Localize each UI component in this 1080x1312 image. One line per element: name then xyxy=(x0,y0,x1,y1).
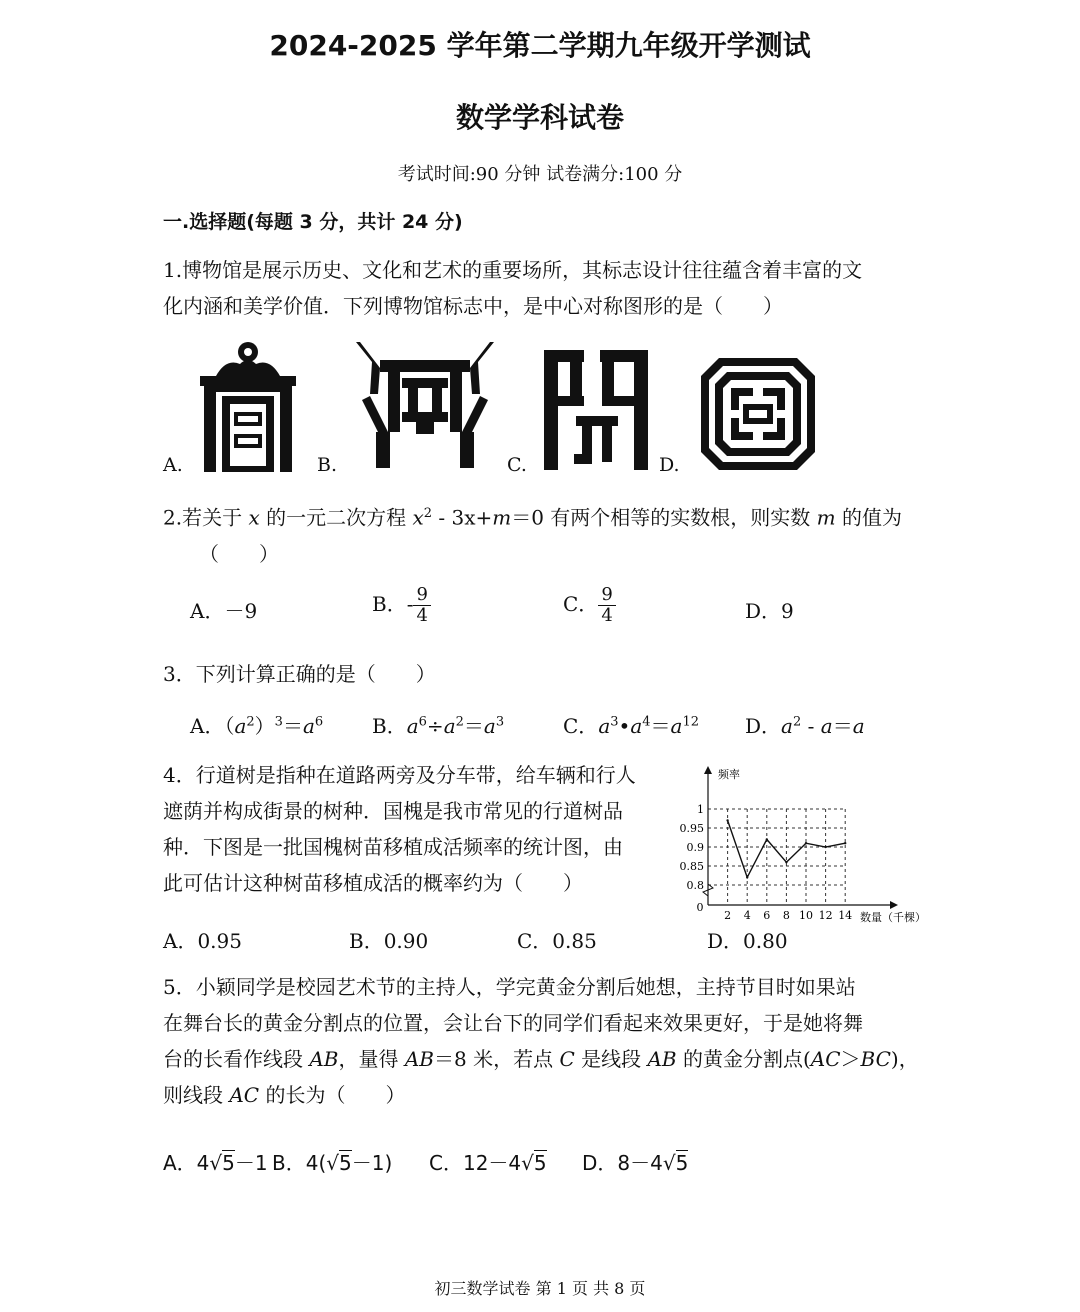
y-axis-label: 频率 xyxy=(718,768,740,781)
question-2-line-2: （ ） xyxy=(199,541,279,566)
data-point xyxy=(824,846,826,848)
q3b-a2: a xyxy=(443,714,456,738)
q5-option-b[interactable] xyxy=(272,1147,392,1176)
q3a-sup3: 6 xyxy=(314,714,324,730)
q5-l3-a: 台的长看作线段 xyxy=(163,1047,310,1071)
q5-option-a[interactable] xyxy=(163,1147,268,1176)
q5d-root: 5 xyxy=(675,1151,689,1175)
data-point xyxy=(726,819,728,821)
q3b-a1: a xyxy=(406,714,419,738)
q5a-post: －1 xyxy=(234,1151,268,1175)
section-heading: 一.选择题(每题 3 分，共计 24 分) xyxy=(163,211,463,233)
q2-option-b-num: 9 xyxy=(413,585,430,606)
question-5-line-2: 在舞台长的黄金分割点的位置，会让台下的同学们看起来效果更好，于是她将舞 xyxy=(163,1011,863,1035)
q3-option-b[interactable] xyxy=(372,710,504,739)
q3c-a3: a xyxy=(670,714,683,738)
q2-text-3: 的值为 xyxy=(835,505,902,530)
q3d-pre: D． xyxy=(745,714,782,738)
q5a-pre: A．4 xyxy=(163,1151,210,1175)
q3d-a1: a xyxy=(781,714,793,738)
question-5-line-4 xyxy=(163,1077,919,1113)
q5-l3-cpt: C xyxy=(559,1047,575,1071)
q3c-s1: 3 xyxy=(610,714,619,730)
q5a-root: 5 xyxy=(222,1151,235,1175)
q3d-s1: 2 xyxy=(792,714,802,730)
q3-option-c[interactable] xyxy=(563,710,699,739)
y-tick-label: 0.95 xyxy=(679,822,704,835)
q2-option-b-den: 4 xyxy=(416,605,428,626)
y-tick-label: 0.8 xyxy=(686,879,704,892)
q2-option-c[interactable] xyxy=(563,585,616,626)
q5-l3-d: 是线段 xyxy=(574,1047,648,1071)
q4-option-c[interactable]: C．0.85 xyxy=(517,929,597,953)
museum-logo-a-icon[interactable] xyxy=(196,338,300,474)
data-point xyxy=(746,876,748,878)
sqrt-icon: √ xyxy=(326,1151,339,1175)
data-point xyxy=(785,861,787,863)
museum-logo-c-icon[interactable] xyxy=(540,346,652,474)
q2-eq-sup: 2 xyxy=(423,506,433,521)
q2-eq-m: m xyxy=(492,505,512,530)
q3d-a3: a xyxy=(852,714,865,738)
q2-text-1: 2.若关于 xyxy=(163,505,249,530)
q3c-a2: a xyxy=(630,714,643,738)
q3b-eq: ＝ xyxy=(463,714,484,738)
question-3-stem: 3．下列计算正确的是（ ） xyxy=(163,662,436,686)
q3a-eq: ＝ xyxy=(282,714,303,738)
q3b-pre: B． xyxy=(372,714,407,738)
q5-l4-b: 的长为（ ） xyxy=(259,1083,406,1107)
q3a-res: a xyxy=(302,714,315,738)
q5-l3-f: )， xyxy=(890,1047,919,1071)
q2-option-a[interactable]: A．－9 xyxy=(190,599,258,623)
q3c-s2: 4 xyxy=(642,714,651,730)
q5-l3-ab3: AB xyxy=(647,1047,677,1071)
q5-l3-bc: BC xyxy=(860,1047,891,1071)
x-axis-arrow-icon xyxy=(890,901,898,909)
q2-option-c-prefix: C． xyxy=(563,592,599,616)
q3b-s3: 3 xyxy=(495,714,505,730)
q5-l3-ac: AC xyxy=(810,1047,841,1071)
data-point xyxy=(766,838,768,840)
frequency-chart xyxy=(676,760,946,928)
q3a-var: a xyxy=(234,714,247,738)
question-1-line-1: 1.博物馆是展示历史、文化和艺术的重要场所，其标志设计往往蕴含着丰富的文 xyxy=(163,258,863,282)
sqrt-icon: √ xyxy=(662,1151,676,1175)
q2-text-2: 的一元二次方程 xyxy=(259,505,413,530)
q4-option-a[interactable]: A．0.95 xyxy=(163,929,242,953)
museum-logo-d-icon[interactable] xyxy=(697,354,819,474)
data-point xyxy=(844,842,846,844)
q3a-mid: ） xyxy=(254,714,275,738)
q2-option-b[interactable] xyxy=(372,585,431,626)
q3d-minus: - xyxy=(801,714,821,738)
q2-option-b-fraction xyxy=(413,585,430,626)
question-5 xyxy=(163,969,919,1113)
page-footer: 初三数学试卷 第 1 页 共 8 页 xyxy=(434,1279,646,1298)
question-2 xyxy=(163,496,902,572)
museum-logo-b-icon[interactable] xyxy=(352,338,498,474)
q3b-s2: 2 xyxy=(455,714,464,730)
q5-l4-ac: AC xyxy=(229,1083,260,1107)
q2-eq-tail: ＝0 有两个相等的实数根，则实数 xyxy=(511,505,817,530)
q2-option-c-num: 9 xyxy=(598,585,615,606)
q4-option-d[interactable]: D．0.80 xyxy=(707,929,788,953)
q2-eq-x: x xyxy=(412,505,424,530)
q3c-eq: ＝ xyxy=(650,714,671,738)
q5-option-c[interactable] xyxy=(429,1147,547,1176)
q3c-a1: a xyxy=(598,714,611,738)
x-tick-label: 4 xyxy=(743,909,751,922)
q5-l3-c: ＝8 米，若点 xyxy=(434,1047,560,1071)
q2-eq-rest: - 3x+ xyxy=(432,505,493,530)
x-tick-label: 14 xyxy=(838,909,853,922)
q5-l3-ab1: AB xyxy=(309,1047,339,1071)
sqrt-icon: √ xyxy=(209,1151,223,1175)
question-4 xyxy=(163,757,636,901)
q3c-s3: 12 xyxy=(682,714,700,730)
q3c-pre: C． xyxy=(563,714,599,738)
q5b-post: －1) xyxy=(351,1151,393,1175)
y-axis-arrow-icon xyxy=(704,766,712,774)
q5d-pre: D．8－4 xyxy=(582,1151,663,1175)
q2-option-c-fraction xyxy=(598,585,615,626)
q3b-div: ÷ xyxy=(426,714,444,738)
q5b-root: 5 xyxy=(339,1151,352,1175)
x-tick-label: 8 xyxy=(782,909,790,922)
question-5-line-1: 5．小颖同学是校园艺术节的主持人，学完黄金分割后她想，主持节目时如果站 xyxy=(163,975,856,999)
q1-option-a-label: A. xyxy=(163,454,183,476)
q5-option-d[interactable] xyxy=(582,1147,688,1176)
question-4-line-1: 4．行道树是指种在道路两旁及分车带，给车辆和行人 xyxy=(163,763,636,787)
q3d-a2: a xyxy=(820,714,833,738)
q3a-sup1: 2 xyxy=(246,714,255,730)
q3a-sup2: 3 xyxy=(274,714,283,730)
x-tick-label: 12 xyxy=(818,909,833,922)
sqrt-icon: √ xyxy=(521,1151,534,1175)
q3c-dot: • xyxy=(618,714,631,738)
x-tick-label: 6 xyxy=(763,909,771,922)
q5b-pre: B．4( xyxy=(272,1151,327,1175)
q3b-a3: a xyxy=(483,714,496,738)
page-subtitle: 数学学科试卷 xyxy=(455,101,624,134)
x-tick-label: 10 xyxy=(799,909,813,922)
question-5-line-3 xyxy=(163,1041,919,1077)
question-4-line-2: 遮荫并构成街景的树种．国槐是我市常见的行道树品 xyxy=(163,799,623,823)
q2-option-c-den: 4 xyxy=(601,605,613,626)
q3b-s1: 6 xyxy=(418,714,427,730)
y-tick-label: 1 xyxy=(697,803,704,816)
q5c-pre: C．12－4 xyxy=(429,1151,522,1175)
q1-option-b-label: B. xyxy=(317,454,338,476)
q2-var-m: m xyxy=(816,505,836,530)
y-tick-label: 0.9 xyxy=(686,841,704,854)
x-tick-label: 2 xyxy=(724,909,732,922)
q1-option-d-label: D. xyxy=(659,454,680,476)
q4-option-b[interactable]: B．0.90 xyxy=(349,929,429,953)
question-4-line-4: 此可估计这种树苗移植成活的概率约为（ ） xyxy=(163,871,583,895)
q2-option-b-prefix: B．- xyxy=(372,592,414,616)
q5-l3-e: 的黄金分割点( xyxy=(676,1047,811,1071)
x-axis-label: 数量（千棵） xyxy=(860,911,926,924)
q5-l3-b: ，量得 xyxy=(338,1047,405,1071)
question-2-line-1 xyxy=(163,496,902,536)
q3d-eq: ＝ xyxy=(832,714,853,738)
q2-option-d[interactable]: D．9 xyxy=(745,599,794,623)
q3-option-d[interactable] xyxy=(745,710,865,739)
q3-option-a[interactable] xyxy=(190,710,323,739)
q3a-pre: A．（ xyxy=(190,714,235,738)
y-tick-label: 0.85 xyxy=(679,860,704,873)
question-1-line-2: 化内涵和美学价值．下列博物馆标志中，是中心对称图形的是（ ） xyxy=(163,294,783,318)
origin-label: 0 xyxy=(696,901,704,914)
q5-l3-gt: ＞ xyxy=(840,1047,861,1071)
q5-l3-ab2: AB xyxy=(404,1047,434,1071)
exam-meta: 考试时间:90 分钟 试卷满分:100 分 xyxy=(397,164,683,185)
question-1 xyxy=(163,252,862,324)
data-point xyxy=(805,842,807,844)
q5-l4-a: 则线段 xyxy=(163,1083,230,1107)
q5c-root: 5 xyxy=(533,1151,547,1175)
q1-option-c-label: C. xyxy=(507,454,527,476)
question-4-line-3: 种．下图是一批国槐树苗移植成活频率的统计图，由 xyxy=(163,835,623,859)
q2-var-x: x xyxy=(248,505,260,530)
page-title: 2024-2025 学年第二学期九年级开学测试 xyxy=(269,29,811,62)
